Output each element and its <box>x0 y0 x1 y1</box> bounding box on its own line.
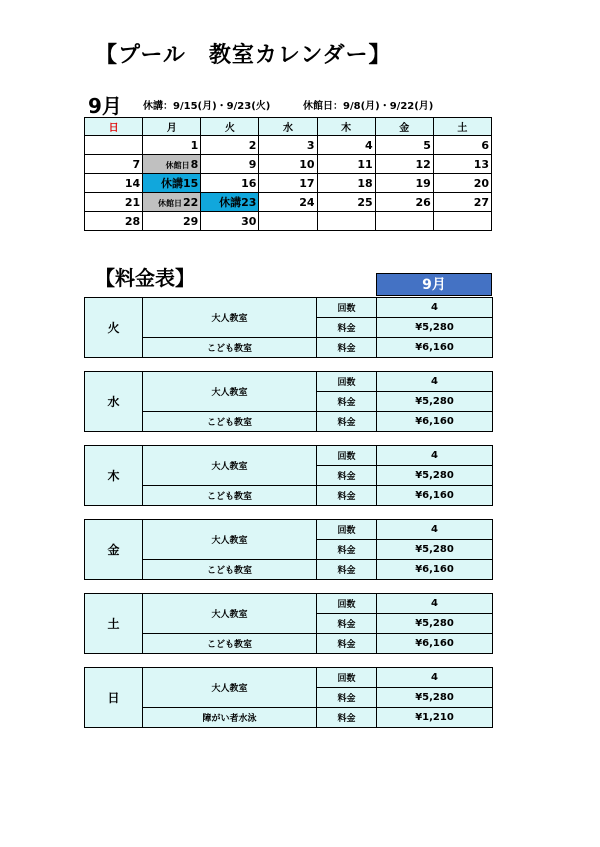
fee-day-label: 火 <box>85 298 143 358</box>
day-number: 13 <box>473 157 489 171</box>
fee-count-value: 4 <box>377 668 493 688</box>
fee-count-label: 回数 <box>317 446 377 466</box>
fee-count-value: 4 <box>377 446 493 466</box>
fee-price-value: ¥1,210 <box>377 708 493 728</box>
calendar-week-row <box>85 136 492 155</box>
fee-table-day <box>84 445 493 506</box>
day-number: 11 <box>357 157 373 171</box>
fee-count-value: 4 <box>377 520 493 540</box>
calendar-day-cell <box>375 174 433 193</box>
day-number: 8 <box>190 157 199 171</box>
day-number: 7 <box>132 157 141 171</box>
fee-table-title: 【料金表】 <box>95 266 195 290</box>
fee-class-name: 大人教室 <box>143 668 317 708</box>
day-number: 26 <box>415 195 431 209</box>
calendar-day-cell <box>85 136 143 155</box>
page-title: 【プール 教室カレンダー】 <box>95 43 392 68</box>
day-status-note: 休講 <box>160 177 183 190</box>
lesson-closure-note: 休講：9/15(月)・9/23(火) <box>143 101 271 112</box>
fee-table-day <box>84 667 493 728</box>
fee-price-label: 料金 <box>317 318 377 338</box>
fee-day-label: 土 <box>85 594 143 654</box>
calendar-day-cell <box>143 212 201 231</box>
weekday-fri: 金 <box>375 118 433 136</box>
calendar-day-cell <box>143 155 201 174</box>
fee-class-name: 障がい者水泳 <box>143 708 317 728</box>
day-number: 29 <box>182 214 199 228</box>
calendar-day-cell <box>85 174 143 193</box>
fee-table-day <box>84 519 493 580</box>
day-number: 1 <box>190 138 199 152</box>
fee-count-value: 4 <box>377 594 493 614</box>
calendar-day-cell <box>375 136 433 155</box>
fee-price-value: ¥5,280 <box>377 614 493 634</box>
calendar-day-cell <box>259 174 317 193</box>
day-number: 21 <box>124 195 141 209</box>
facility-closure-note: 休館日：9/8(月)・9/22(月) <box>303 101 434 112</box>
fee-count-label: 回数 <box>317 520 377 540</box>
calendar-week-row <box>85 155 492 174</box>
weekday-thu: 木 <box>317 118 375 136</box>
fee-price-value: ¥5,280 <box>377 392 493 412</box>
fee-day-label: 木 <box>85 446 143 506</box>
fee-price-value: ¥6,160 <box>377 560 493 580</box>
calendar-day-cell <box>259 136 317 155</box>
calendar-day-cell <box>375 193 433 212</box>
fee-class-name: こども教室 <box>143 560 317 580</box>
calendar-day-cell <box>201 155 259 174</box>
fee-price-label: 料金 <box>317 392 377 412</box>
fee-price-value: ¥5,280 <box>377 318 493 338</box>
fee-price-label: 料金 <box>317 688 377 708</box>
calendar-day-cell <box>317 136 375 155</box>
fee-class-name: こども教室 <box>143 338 317 358</box>
calendar-day-cell <box>317 174 375 193</box>
calendar-day-cell <box>433 193 491 212</box>
fee-price-label: 料金 <box>317 466 377 486</box>
calendar-day-cell <box>317 155 375 174</box>
fee-count-label: 回数 <box>317 372 377 392</box>
day-number: 30 <box>241 214 257 228</box>
day-number: 18 <box>357 176 373 190</box>
fee-price-label: 料金 <box>317 708 377 728</box>
day-number: 17 <box>299 176 315 190</box>
fee-price-label: 料金 <box>317 486 377 506</box>
fee-price-value: ¥6,160 <box>377 412 493 432</box>
day-number: 4 <box>365 138 373 152</box>
calendar-month-label: 9月 <box>88 94 122 118</box>
fee-class-name: 大人教室 <box>143 520 317 560</box>
calendar-day-cell <box>259 212 317 231</box>
day-status-note: 休館日 <box>165 160 190 170</box>
day-number: 3 <box>306 138 315 152</box>
calendar-day-cell <box>143 174 201 193</box>
weekday-sat: 土 <box>433 118 491 136</box>
calendar-day-cell <box>259 155 317 174</box>
fee-count-value: 4 <box>377 372 493 392</box>
fee-price-value: ¥6,160 <box>377 338 493 358</box>
weekday-wed: 水 <box>259 118 317 136</box>
fee-class-name: 大人教室 <box>143 372 317 412</box>
calendar-day-cell <box>375 155 433 174</box>
day-number: 24 <box>299 195 315 209</box>
day-number: 12 <box>415 157 431 171</box>
calendar-day-cell <box>375 212 433 231</box>
calendar-day-cell <box>85 212 143 231</box>
day-number: 10 <box>299 157 315 171</box>
calendar-day-cell <box>201 174 259 193</box>
day-number: 6 <box>481 138 489 152</box>
calendar-week-row <box>85 193 492 212</box>
fee-price-label: 料金 <box>317 540 377 560</box>
fee-table-day <box>84 297 493 358</box>
calendar-week-row <box>85 174 492 193</box>
calendar-day-cell <box>433 136 491 155</box>
day-number: 15 <box>182 177 199 190</box>
weekday-header-row <box>85 118 492 136</box>
calendar-day-cell <box>433 212 491 231</box>
calendar-day-cell <box>433 174 491 193</box>
day-number: 20 <box>473 176 489 190</box>
fee-class-name: 大人教室 <box>143 446 317 486</box>
calendar-day-cell <box>143 136 201 155</box>
fee-price-label: 料金 <box>317 634 377 654</box>
day-number: 9 <box>248 157 257 171</box>
day-number: 23 <box>241 196 257 209</box>
day-status-note: 休講 <box>219 196 242 209</box>
fee-month-header: 9月 <box>376 273 492 296</box>
weekday-sun: 日 <box>85 118 143 136</box>
calendar-day-cell <box>317 212 375 231</box>
fee-table-day <box>84 371 493 432</box>
day-number: 25 <box>357 195 373 209</box>
weekday-tue: 火 <box>201 118 259 136</box>
calendar-day-cell <box>85 155 143 174</box>
fee-count-label: 回数 <box>317 298 377 318</box>
day-number: 16 <box>241 176 257 190</box>
day-number: 5 <box>423 138 431 152</box>
fee-class-name: こども教室 <box>143 412 317 432</box>
calendar-day-cell <box>201 212 259 231</box>
fee-count-value: 4 <box>377 298 493 318</box>
calendar-day-cell <box>201 193 259 212</box>
calendar-day-cell <box>143 193 201 212</box>
day-number: 28 <box>124 214 141 228</box>
calendar-day-cell <box>433 155 491 174</box>
calendar-week-row <box>85 212 492 231</box>
fee-class-name: 大人教室 <box>143 298 317 338</box>
fee-class-name: こども教室 <box>143 486 317 506</box>
monthly-calendar <box>84 117 492 231</box>
day-number: 2 <box>248 138 257 152</box>
day-number: 14 <box>124 176 141 190</box>
fee-price-value: ¥6,160 <box>377 486 493 506</box>
calendar-day-cell <box>259 193 317 212</box>
calendar-day-cell <box>201 136 259 155</box>
fee-price-label: 料金 <box>317 614 377 634</box>
day-number: 27 <box>473 195 489 209</box>
fee-day-label: 日 <box>85 668 143 728</box>
fee-day-label: 水 <box>85 372 143 432</box>
fee-price-label: 料金 <box>317 412 377 432</box>
day-number: 22 <box>182 195 199 209</box>
fee-price-label: 料金 <box>317 338 377 358</box>
fee-class-name: こども教室 <box>143 634 317 654</box>
fee-price-value: ¥6,160 <box>377 634 493 654</box>
fee-day-label: 金 <box>85 520 143 580</box>
fee-price-value: ¥5,280 <box>377 466 493 486</box>
fee-table-day <box>84 593 493 654</box>
fee-price-value: ¥5,280 <box>377 540 493 560</box>
day-number: 19 <box>415 176 431 190</box>
day-status-note: 休館日 <box>157 198 182 208</box>
weekday-mon: 月 <box>143 118 201 136</box>
calendar-day-cell <box>317 193 375 212</box>
fee-price-label: 料金 <box>317 560 377 580</box>
fee-count-label: 回数 <box>317 668 377 688</box>
fee-count-label: 回数 <box>317 594 377 614</box>
fee-price-value: ¥5,280 <box>377 688 493 708</box>
fee-class-name: 大人教室 <box>143 594 317 634</box>
calendar-day-cell <box>85 193 143 212</box>
